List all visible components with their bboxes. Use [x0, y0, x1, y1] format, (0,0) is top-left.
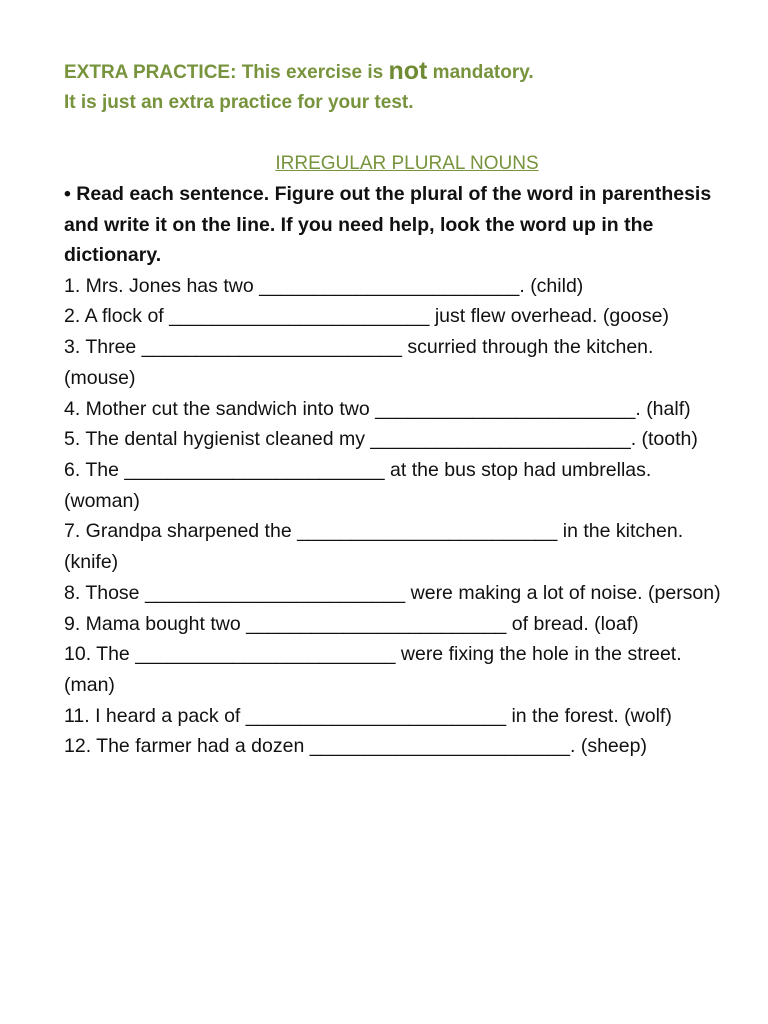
question-list	[64, 271, 724, 762]
question-10: 10. The ________________________ were fixing the hole in the street. (man)	[64, 643, 682, 696]
notice-line-1	[64, 56, 724, 88]
notice-prefix: EXTRA PRACTICE: This exercise is	[64, 62, 389, 83]
question-5: 5. The dental hygienist cleaned my ________________________. (tooth)	[64, 428, 698, 451]
notice-emphasis-not: not	[388, 57, 428, 85]
question-8: 8. Those ________________________ were making a lot of noise. (person)	[64, 581, 721, 604]
question-1: 1. Mrs. Jones has two ________________________. (child)	[64, 274, 584, 297]
question-6: 6. The ________________________ at the bus stop had umbrellas. (woman)	[64, 459, 652, 512]
question-12: 12. The farmer had a dozen ________________________. (sheep)	[64, 735, 647, 758]
instructions: • Read each sentence. Figure out the plural of the word in parenthesis and write it on the line. If you need help, look the word up in the dictionary.	[64, 183, 712, 267]
question-7: 7. Grandpa sharpened the ________________________ in the kitchen. (knife)	[64, 520, 684, 574]
notice-suffix: mandatory.	[427, 62, 534, 83]
question-4: 4. Mother cut the sandwich into two ________________________. (half)	[64, 397, 691, 420]
question-2: 2. A flock of ________________________ just flew overhead. (goose)	[64, 305, 669, 328]
question-3: 3. Three ________________________ scurried through the kitchen. (mouse)	[64, 336, 654, 389]
notice-line-2: It is just an extra practice for your test.	[64, 92, 414, 113]
extra-practice-notice	[64, 56, 724, 118]
question-9: 9. Mama bought two ________________________ of bread. (loaf)	[64, 612, 639, 635]
worksheet-title: IRREGULAR PLURAL NOUNS	[275, 153, 539, 174]
worksheet-page	[64, 56, 724, 762]
question-11: 11. I heard a pack of ________________________ in the forest. (wolf)	[64, 704, 672, 727]
